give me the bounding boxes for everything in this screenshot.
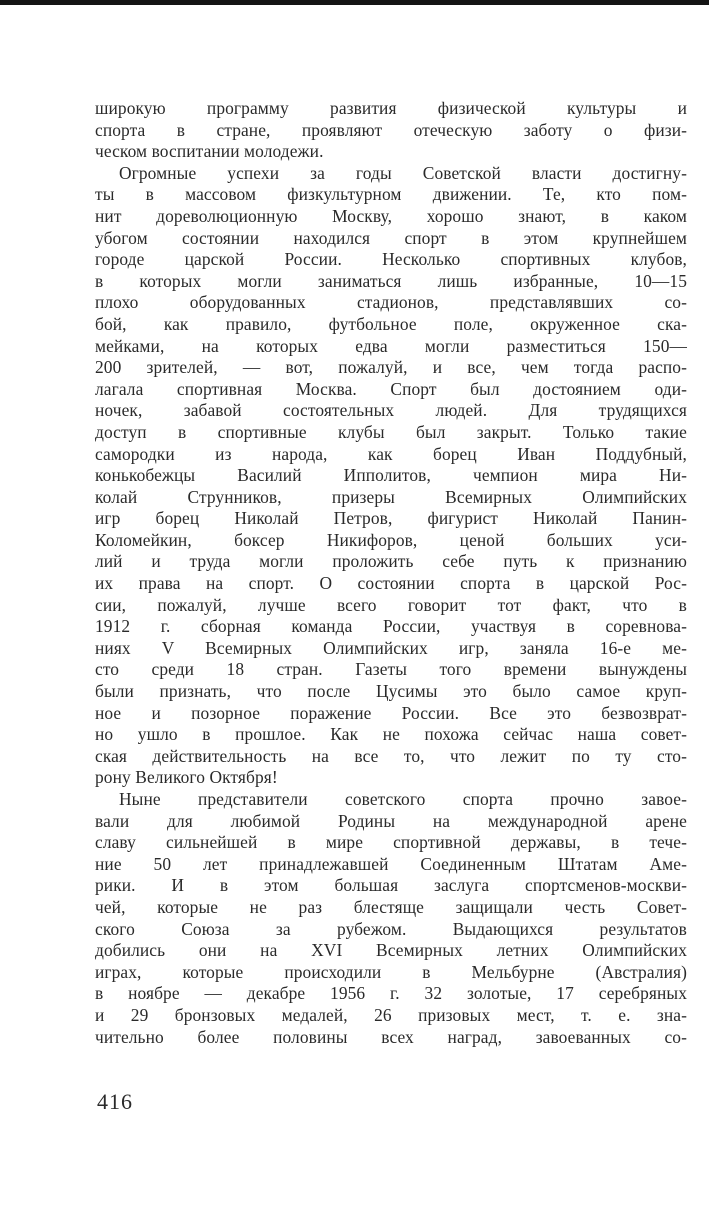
text-line: в которых могли заниматься лишь избранные, 10—15 bbox=[95, 270, 687, 291]
text-line: плохо оборудованных стадионов, представлявших со- bbox=[95, 292, 687, 313]
text-line: сии, пожалуй, лучше всего говорит тот факт, что в bbox=[95, 594, 687, 615]
text-line: ты в массовом физкультурном движении. Те, кто пом- bbox=[95, 184, 687, 205]
text-line: самородки из народа, как борец Иван Поддубный, bbox=[95, 443, 687, 464]
text-line: добились они на XVI Всемирных летних Олимпийских bbox=[95, 940, 687, 961]
text-line: их права на спорт. О состоянии спорта в царской Рос- bbox=[95, 573, 687, 594]
text-line: конькобежцы Василий Ипполитов, чемпион мира Ни- bbox=[95, 465, 687, 486]
page-number: 416 bbox=[97, 1089, 133, 1114]
text-line: сто среди 18 стран. Газеты того времени вынуждены bbox=[95, 659, 687, 680]
body-text bbox=[95, 98, 687, 1048]
text-line: доступ в спортивные клубы был закрыт. Только такие bbox=[95, 421, 687, 442]
text-line: бой, как правило, футбольное поле, окруженное ска- bbox=[95, 313, 687, 334]
text-line: вали для любимой Родины на международной арене bbox=[95, 810, 687, 831]
text-line: Коломейкин, боксер Никифоров, ценой больших уси- bbox=[95, 529, 687, 550]
text-line: рики. И в этом большая заслуга спортсменов-москви- bbox=[95, 875, 687, 896]
text-line: лий и труда могли проложить себе путь к признанию bbox=[95, 551, 687, 572]
text-line: чей, которые не раз блестяще защищали честь Совет- bbox=[95, 896, 687, 917]
text-line: Огромные успехи за годы Советской власти достигну- bbox=[119, 162, 687, 183]
text-line: ского Союза за рубежом. Выдающихся результатов bbox=[95, 918, 687, 939]
text-line: широкую программу развития физической культуры и bbox=[95, 98, 687, 118]
text-line: игр борец Николай Петров, фигурист Николай Панин- bbox=[95, 508, 687, 529]
text-line: ное и позорное поражение России. Все это безвозврат- bbox=[95, 702, 687, 723]
text-line: но ушло в прошлое. Как не похожа сейчас наша совет- bbox=[95, 724, 687, 745]
text-line: городе царской России. Несколько спортивных клубов, bbox=[95, 249, 687, 270]
text-line: чительно более половины всех наград, завоеванных со- bbox=[95, 1026, 687, 1047]
top-border-rule bbox=[0, 0, 709, 5]
text-line: ние 50 лет принадлежавшей Соединенным Штатам Аме- bbox=[95, 853, 687, 874]
text-line: ческом воспитании молодежи. bbox=[95, 141, 324, 162]
text-line: спорта в стране, проявляют отеческую заботу о физи- bbox=[95, 119, 687, 140]
text-line: славу сильнейшей в мире спортивной державы, в тече- bbox=[95, 832, 687, 853]
text-line: Ныне представители советского спорта прочно завое- bbox=[119, 789, 687, 809]
text-line: ниях V Всемирных Олимпийских игр, заняла 16-е ме- bbox=[95, 637, 687, 658]
text-line: играх, которые происходили в Мельбурне (Австралия) bbox=[95, 961, 687, 982]
text-line: рону Великого Октября! bbox=[95, 767, 278, 788]
text-line: ская действительность на все то, что лежит по ту сто- bbox=[95, 745, 687, 766]
text-line: лагала спортивная Москва. Спорт был достоянием оди- bbox=[95, 378, 687, 399]
text-line: убогом состоянии находился спорт в этом крупнейшем bbox=[95, 227, 687, 248]
text-line: были признать, что после Цусимы это было самое круп- bbox=[95, 681, 687, 702]
text-line: ночек, забавой состоятельных людей. Для трудящихся bbox=[95, 400, 687, 421]
text-line: 200 зрителей, — вот, пожалуй, и все, чем тогда распо- bbox=[95, 357, 687, 378]
text-line: колай Струнников, призеры Всемирных Олимпийских bbox=[95, 486, 687, 507]
text-line: нит дореволюционную Москву, хорошо знают, в каком bbox=[95, 205, 687, 226]
text-line: 1912 г. сборная команда России, участвуя в соревнова- bbox=[95, 616, 687, 637]
text-line: и 29 бронзовых медалей, 26 призовых мест, т. е. зна- bbox=[95, 1004, 687, 1025]
text-line: мейками, на которых едва могли разместиться 150— bbox=[95, 335, 687, 356]
text-line: в ноябре — декабре 1956 г. 32 золотые, 17 серебряных bbox=[95, 983, 687, 1004]
